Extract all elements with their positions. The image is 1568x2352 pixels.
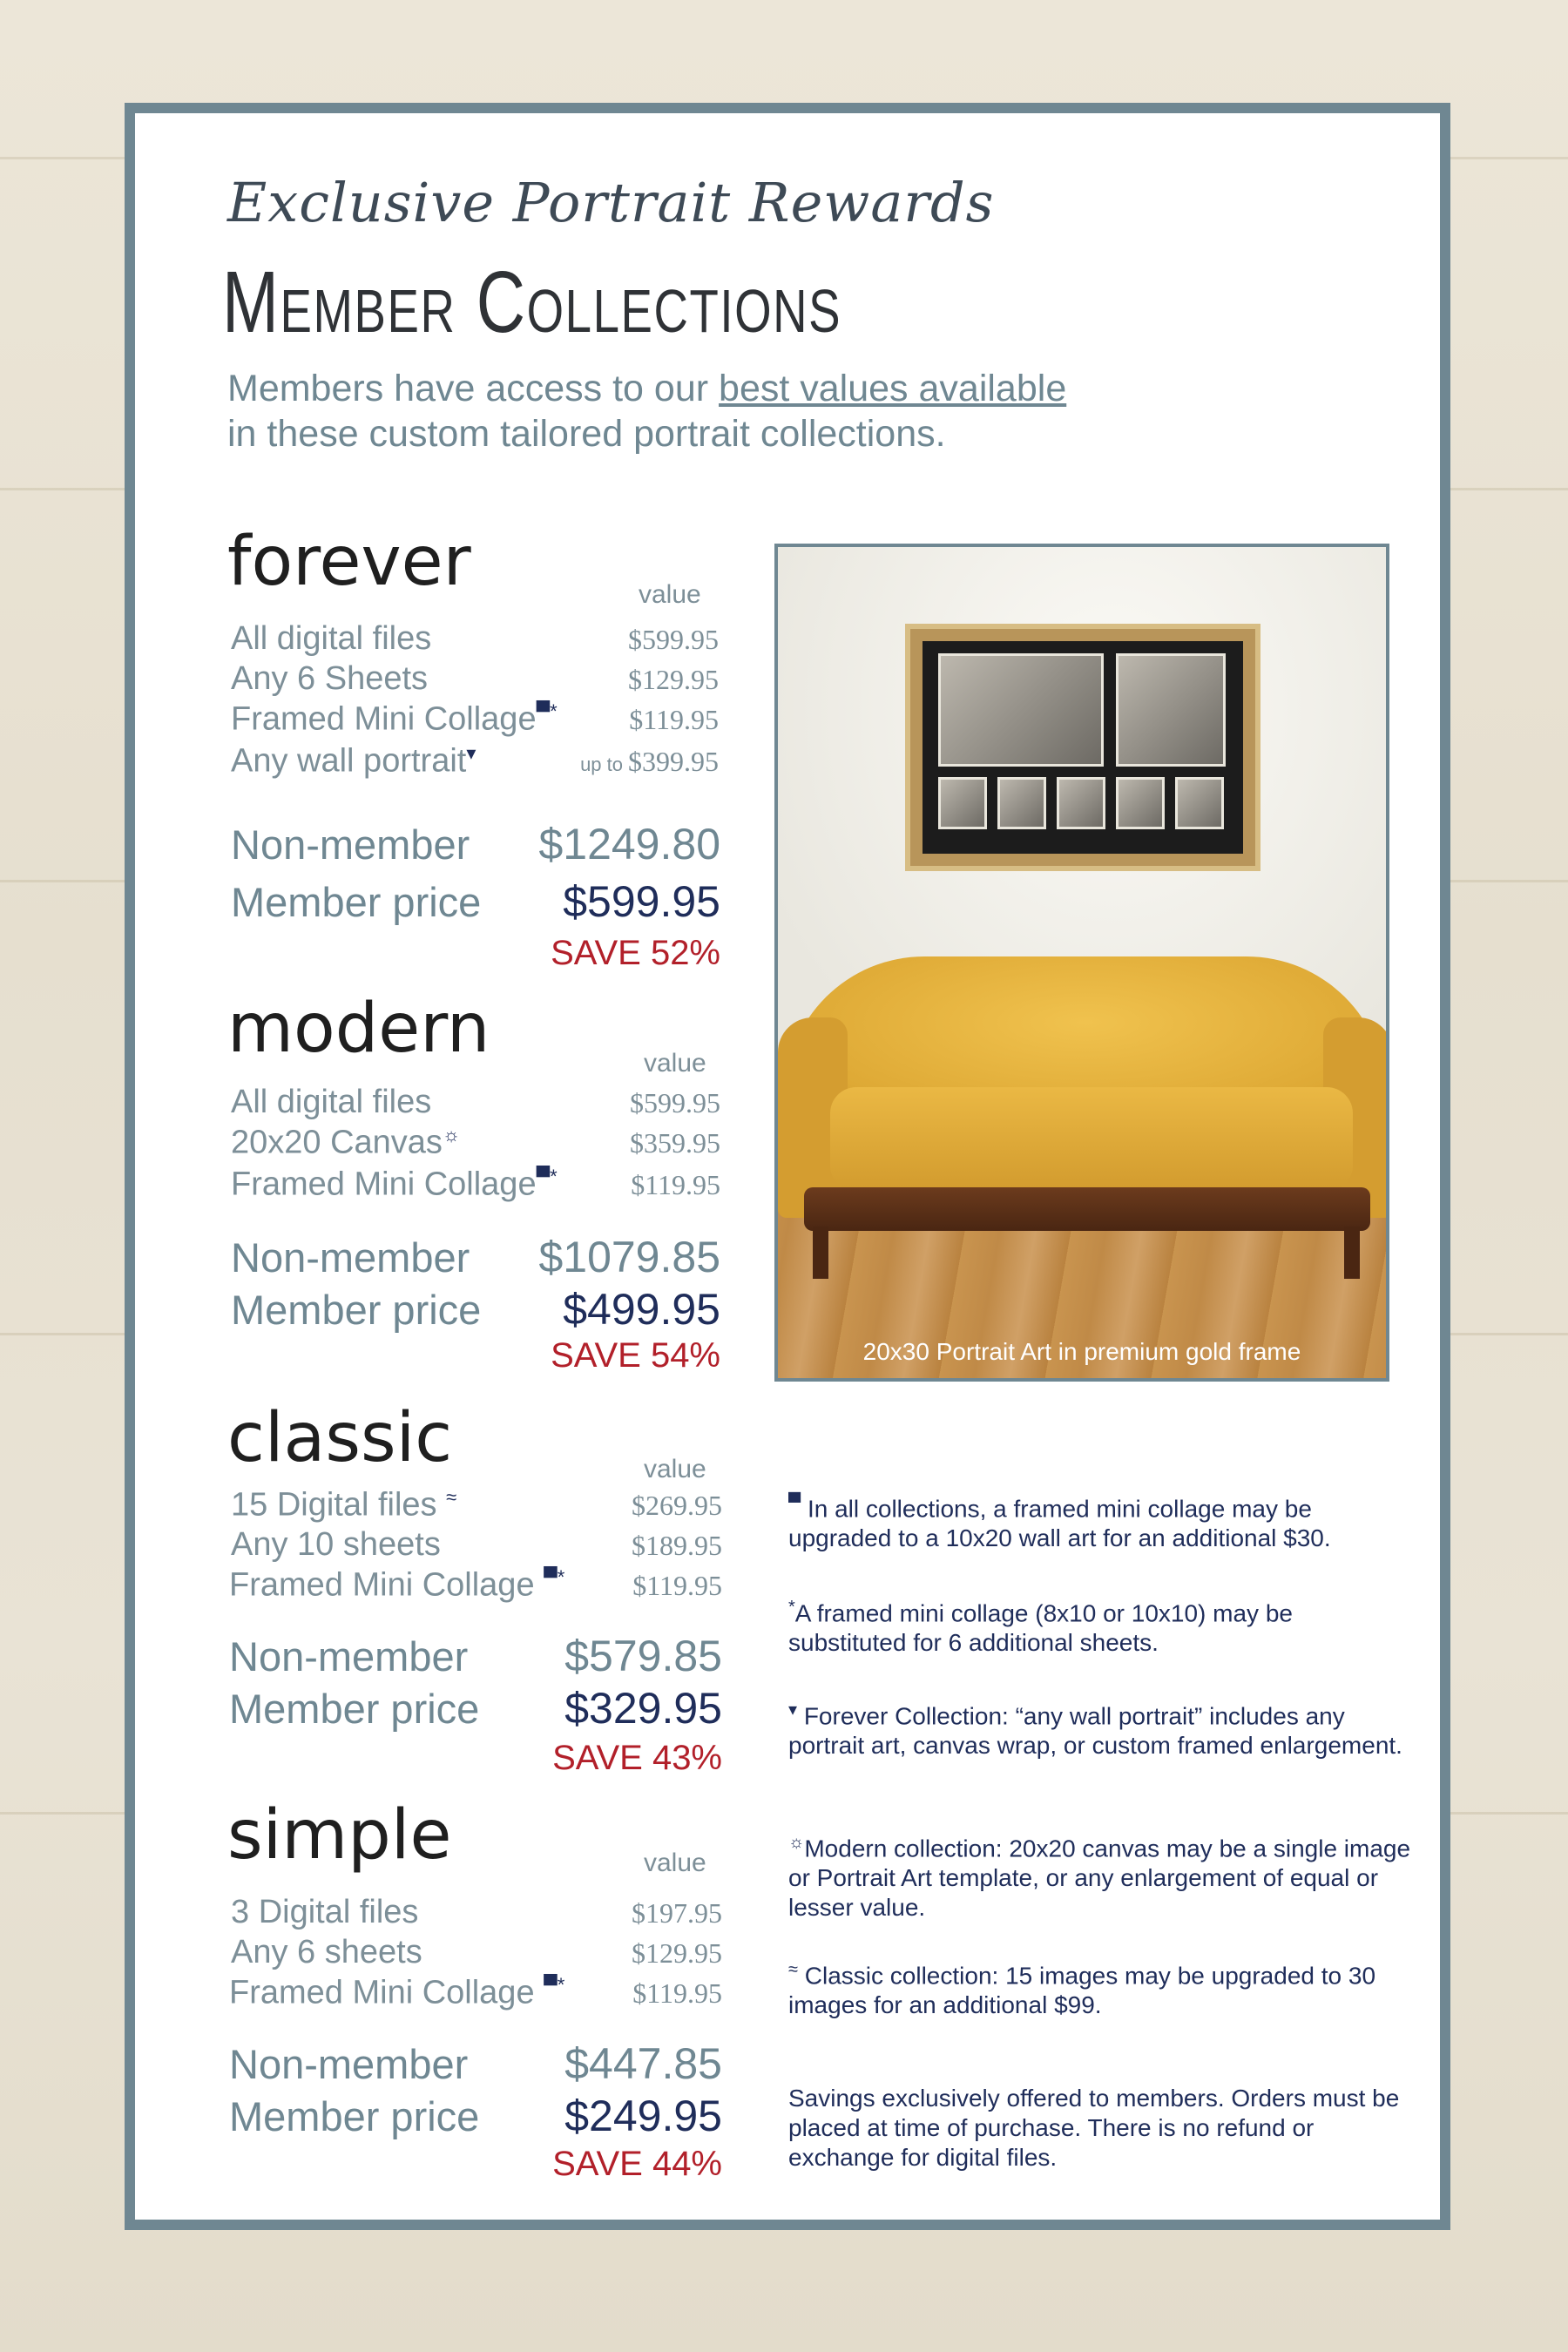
footnote-mark: ☼ [442,1124,461,1146]
item-price: $119.95 [632,1977,722,2009]
item-label: 3 Digital files [231,1894,419,1930]
gold-frame [905,624,1260,871]
item-label: All digital files [231,1084,432,1120]
value-header: value [644,1049,706,1078]
item-label: Framed Mini Collage▀* [231,1166,558,1203]
price-prefix: up to [580,754,623,775]
footnote-mark: ≈ [446,1486,457,1508]
sofa-base [804,1187,1370,1231]
item-label: 15 Digital files ≈ [231,1486,457,1524]
nonmember-label: Non-member [231,1234,470,1281]
item-label: Any 10 sheets [231,1526,441,1563]
footnote: ☼Modern collection: 20x20 canvas may be a single image or Portrait Art template, or any enlargement of equal or lesser value. [788,1833,1411,1922]
item-price: $119.95 [631,1169,720,1200]
footnote: ▀ In all collections, a framed mini collage may be upgraded to a 10x20 wall art for an additional $30. [788,1493,1331,1552]
member-price: $499.95 [563,1285,720,1334]
nonmember-label: Non-member [229,2041,469,2087]
save-percent: SAVE 43% [552,1739,722,1777]
item-label: Any 6 sheets [231,1934,422,1970]
item-label: Framed Mini Collage ▀* [229,1974,565,2011]
member-price: $249.95 [564,2092,722,2140]
value-header: value [644,1848,706,1877]
member-label: Member price [229,2093,480,2139]
item-label: Any 6 Sheets [231,660,429,697]
sofa-leg [1344,1227,1360,1279]
footnote-symbol: ☼ [788,1833,805,1852]
nonmember-label: Non-member [229,1633,469,1680]
item-label: All digital files [231,620,432,657]
item-price: $129.95 [632,1937,722,1969]
member-label: Member price [229,1686,480,1732]
baby-photo [938,653,1104,767]
intro-prefix: Members have access to our [227,368,720,409]
footnote-symbol: ≈ [788,1960,798,1979]
item-price: $599.95 [628,624,719,655]
collection-name: forever [227,523,471,601]
item-price: $189.95 [632,1530,722,1561]
portrait-art-photo [774,544,1389,1382]
item-price: $599.95 [630,1087,720,1119]
best-values-link[interactable]: best values available [719,368,1067,409]
script-title: Exclusive Portrait Rewards [227,171,995,234]
nonmember-price: $447.85 [564,2039,722,2088]
footnote: ▾ Forever Collection: “any wall portrait” includes any portrait art, canvas wrap, or custom framed enlargement. [788,1700,1402,1760]
item-price: $119.95 [632,1570,722,1601]
footnote-mark: ▀* [536,700,558,722]
sofa-leg [813,1227,828,1279]
baby-photo [938,777,987,829]
item-label: Framed Mini Collage ▀* [229,1566,565,1604]
item-price: $119.95 [629,704,719,735]
nonmember-price: $1249.80 [538,820,720,868]
footnote-mark: ▀* [536,1166,558,1187]
item-label: Any wall portrait▾ [231,742,476,780]
frame-matte [923,641,1243,854]
save-percent: SAVE 54% [551,1336,720,1375]
footnote: ≈ Classic collection: 15 images may be upgraded to 30 images for an additional $99. [788,1960,1376,2019]
member-label: Member price [231,879,482,925]
footnote: Savings exclusively offered to members. Orders must be placed at time of purchase. There is no refund or exchange for digital files. [788,2085,1400,2171]
intro-text [227,366,1066,456]
intro-line2: in these custom tailored portrait collections. [227,413,946,455]
value-header: value [639,580,701,609]
baby-photo [997,777,1046,829]
member-collections-card [125,103,1450,2230]
member-label: Member price [231,1287,482,1333]
item-label: 20x20 Canvas☼ [231,1124,461,1161]
nonmember-label: Non-member [231,821,470,868]
footnote: *A framed mini collage (8x10 or 10x10) may be substituted for 6 additional sheets. [788,1598,1293,1657]
nonmember-price: $579.85 [564,1632,722,1680]
item-price: $197.95 [632,1897,722,1929]
value-header: value [644,1455,706,1484]
baby-photo [1116,653,1226,767]
nonmember-price: $1079.85 [538,1233,720,1281]
sofa-seat [830,1087,1353,1192]
baby-photo [1175,777,1224,829]
item-price: $129.95 [628,664,719,695]
footnote-mark: ▀* [544,1566,565,1588]
footnote-symbol: * [788,1598,795,1617]
page-title: Member Collections [222,253,842,351]
item-price: $359.95 [630,1127,720,1159]
collection-name: simple [227,1796,452,1875]
item-label: Framed Mini Collage▀* [231,700,558,738]
footnote-mark: ▀* [544,1974,565,1996]
member-price: $329.95 [564,1684,722,1733]
save-percent: SAVE 52% [551,934,720,972]
baby-photo [1116,777,1165,829]
collection-name: modern [227,990,490,1068]
footnote-symbol: ▀ [788,1493,801,1512]
collection-name: classic [227,1399,453,1477]
save-percent: SAVE 44% [552,2145,722,2183]
footnote-symbol: ▾ [788,1700,798,1720]
photo-caption: 20x30 Portrait Art in premium gold frame [862,1338,1301,1365]
footnote-mark: ▾ [466,742,476,764]
member-price: $599.95 [563,877,720,926]
baby-photo [1057,777,1105,829]
item-price: $269.95 [632,1490,722,1521]
item-price: up to $399.95 [580,746,719,777]
